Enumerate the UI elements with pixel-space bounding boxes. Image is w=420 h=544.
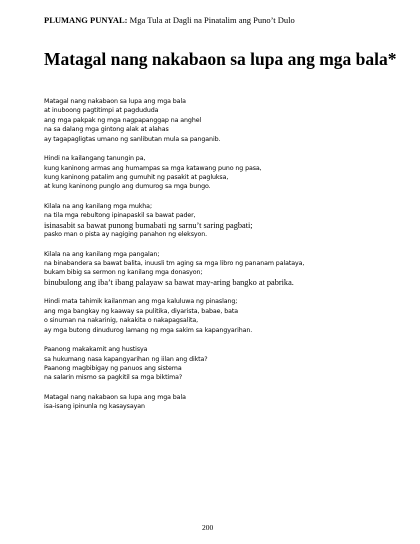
stanza-gap [44, 383, 384, 393]
poem-line: isa-isang ipinunla ng kasaysayan [44, 403, 145, 411]
poem-line: Hindi mata tahimik kailanman ang mga kaluluwa ng pinaslang; [44, 298, 238, 306]
stanza [44, 393, 384, 412]
poem-line: isinasabit sa bawat punong bumabati ng sarnu’t saring pagbati; [44, 220, 253, 230]
poem-line: at inuboong pagtitimpi at pagdududa [44, 107, 159, 115]
poem-line: Matagal nang nakabaon sa lupa ang mga bala [44, 98, 186, 105]
poem-line: ang mga bangkay ng kaaway sa pulitika, diyarista, babae, bata [44, 307, 238, 315]
poem-line: ay mga butong dinudurog lamang ng mga sakim sa kapangyarihan. [44, 326, 253, 334]
stanza-gap [44, 192, 384, 202]
book-subtitle: Mga Tula at Dagli na Pinatalim ang Puno’t Dulo [127, 15, 295, 25]
stanza [44, 297, 384, 335]
poem-line: pasko man o pista ay nagiging panahon ng eleksyon. [44, 231, 208, 239]
running-header [44, 15, 295, 25]
book-title: PLUMANG PUNYAL: [44, 15, 128, 25]
stanza-gap [44, 287, 384, 297]
page-number: 200 [202, 523, 214, 532]
stanza-gap [44, 239, 384, 249]
poem-body [44, 97, 384, 412]
poem-line: sa hukumang nasa kapangyarihan ng iilan ang dikta? [44, 355, 208, 363]
poem-line: kung kaninong patalim ang gumuhit ng pasakit at pagluksa, [44, 173, 229, 181]
poem-line: Paanong makakamit ang hustisya [44, 346, 148, 354]
poem-line: na tila mga rebultong ipinapaskil sa bawat pader, [44, 212, 196, 220]
poem-line: ay tagapagligtas umano ng sanlibutan mula sa panganib. [44, 135, 221, 143]
poem-line: kung kaninong armas ang humampas sa mga katawang puno ng pasa, [44, 164, 262, 172]
poem-title: Matagal nang nakabaon sa lupa ang mga bala* [44, 49, 397, 69]
poem-line: na sa dalang mga gintong alak at alahas [44, 126, 169, 134]
stanza-gap [44, 144, 384, 154]
poem-line: bukam bibig sa sermon ng kanilang mga donasyon; [44, 269, 203, 277]
stanza [44, 202, 384, 240]
poem-line: at kung kaninong punglo ang dumurog sa mga bungo. [44, 183, 211, 191]
stanza [44, 345, 384, 383]
poem-line: o sinuman na nakarinig, nakakita o nakapagsalita, [44, 317, 199, 325]
stanza-gap [44, 335, 384, 345]
poem-line: binubulong ang iba’t ibang palayaw sa bawat may-aring bangko at pabrika. [44, 277, 294, 287]
stanza [44, 97, 384, 144]
poem-line: na salarin mismo sa pagkitil sa mga biktima? [44, 374, 183, 382]
poem-line: Kilala na ang kanilang mga pangalan; [44, 250, 160, 258]
stanza [44, 250, 384, 288]
poem-line: Hindi na kailangang tanungin pa, [44, 155, 146, 163]
poem-line: Matagal nang nakabaon sa lupa ang mga bala [44, 393, 186, 401]
poem-line: Kilala na ang kanilang mga mukha; [44, 202, 152, 210]
poem-line: ang mga pakpak ng mga nagpapanggap na anghel [44, 116, 202, 124]
stanza [44, 154, 384, 192]
poem-line: Paanong magbibigay ng panuos ang sistema [44, 364, 182, 372]
poem-line: na binabandera sa bawat balita, inuusli tm aging sa mga libro ng pananam palataya, [44, 260, 305, 268]
